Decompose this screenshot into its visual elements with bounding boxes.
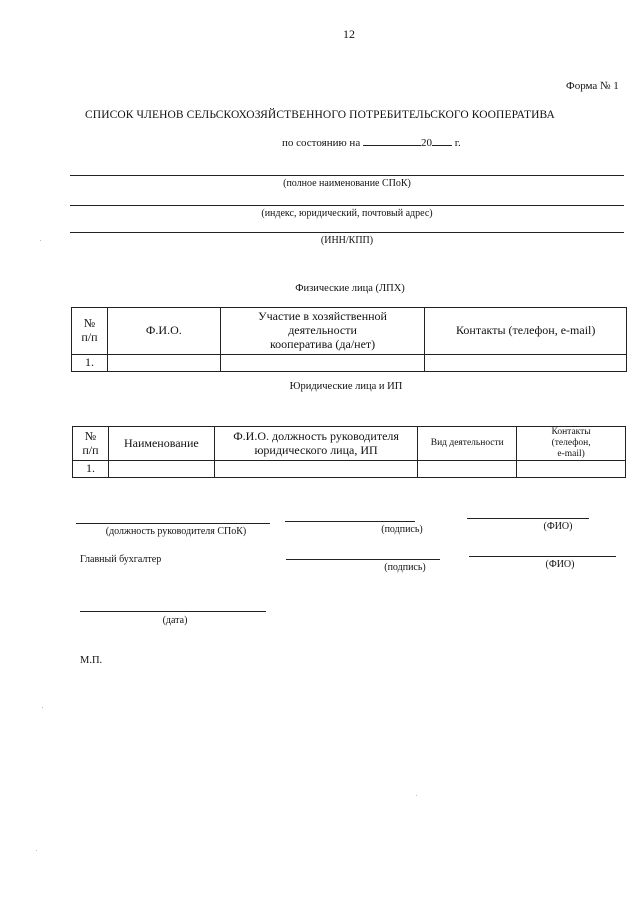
head-position-line[interactable] [76,523,270,524]
head-signature-caption: (подпись) [381,524,423,535]
chief-accountant-label: Главный бухгалтер [80,554,162,565]
date-line[interactable] [80,611,266,612]
ind-col-number: № п/п [72,308,108,355]
scan-speck [42,707,43,708]
table-row [72,355,627,372]
scan-speck [40,240,41,241]
ind-row-participation[interactable] [220,355,425,372]
inn-line[interactable] [70,232,624,233]
stamp-label: М.П. [80,655,103,666]
le-col-number: № п/п [73,427,109,461]
form-label: Форма № 1 [566,80,619,92]
as-of-year-blank[interactable] [432,136,452,146]
individuals-heading: Физические лица (ЛПХ) [295,283,405,294]
ind-col-participation: Участие в хозяйственной деятельности кооператива (да/нет) [220,308,425,355]
accountant-fio-caption: (ФИО) [545,559,575,570]
le-row-head[interactable] [214,461,418,478]
le-row-number: 1. [73,461,109,478]
date-caption: (дата) [162,615,188,626]
scan-speck [36,850,37,851]
le-col-name: Наименование [108,427,214,461]
legal-entities-table [72,426,626,478]
head-position-caption: (должность руководителя СПоК) [105,526,247,537]
le-col-activity: Вид деятельности [418,427,517,461]
inn-caption: (ИНН/КПП) [320,235,374,246]
document-title: СПИСОК ЧЛЕНОВ СЕЛЬСКОХОЗЯЙСТВЕННОГО ПОТРЕБИТЕЛЬСКОГО КООПЕРАТИВА [85,109,555,121]
le-row-name[interactable] [108,461,214,478]
as-of-date-blank[interactable] [363,136,421,146]
ind-row-contacts[interactable] [425,355,627,372]
legal-header-row [73,427,626,461]
ind-row-number: 1. [72,355,108,372]
individuals-table [71,307,627,372]
le-col-contacts: Контакты (телефон, e-mail) [517,427,626,461]
legal-entities-heading: Юридические лица и ИП [289,381,403,392]
head-signature-line[interactable] [285,521,415,522]
head-fio-caption: (ФИО) [543,521,573,532]
address-line[interactable] [70,205,624,206]
as-of-suffix: г. [454,137,461,149]
accountant-signature-line[interactable] [286,559,440,560]
full-name-caption: (полное наименование СПоК) [283,178,411,189]
table-row [73,461,626,478]
accountant-fio-line[interactable] [469,556,616,557]
scan-speck [416,795,417,796]
le-col-head: Ф.И.О. должность руководителя юридического лица, ИП [214,427,418,461]
le-row-activity[interactable] [418,461,517,478]
address-caption: (индекс, юридический, почтовый адрес) [261,208,433,219]
full-name-line[interactable] [70,175,624,176]
ind-col-fio: Ф.И.О. [107,308,220,355]
as-of-line [282,136,461,149]
ind-row-fio[interactable] [107,355,220,372]
head-fio-line[interactable] [467,518,589,519]
le-row-contacts[interactable] [517,461,626,478]
accountant-signature-caption: (подпись) [384,562,426,573]
page-number: 12 [343,27,355,41]
ind-col-contacts: Контакты (телефон, e-mail) [425,308,627,355]
as-of-year-prefix: 20 [420,137,432,149]
as-of-prefix: по состоянию на [282,137,361,149]
individuals-header-row [72,308,627,355]
